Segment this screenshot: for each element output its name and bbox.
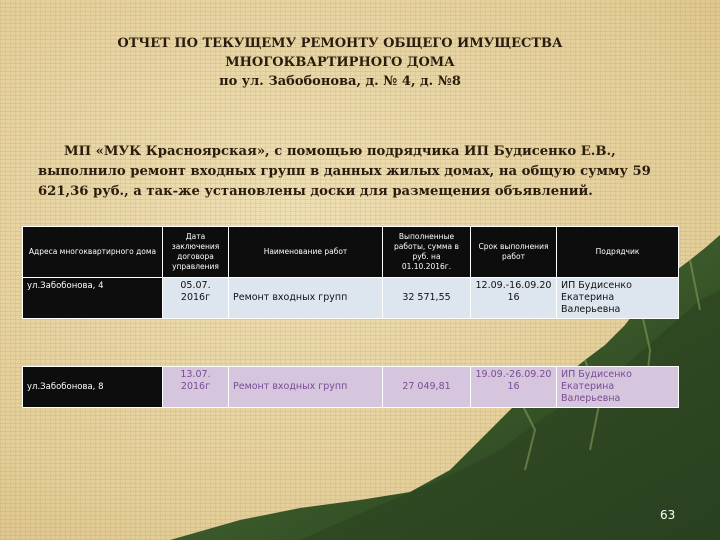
header-contractor: Подрядчик [557, 227, 679, 278]
row-work-name: Ремонт входных групп [229, 278, 383, 319]
table-row [23, 367, 679, 408]
row-amount: 27 049,81 [383, 367, 471, 408]
row-contractor: ИП Будисенко Екатерина Валерьевна [557, 367, 679, 408]
title-line-2: МНОГОКВАРТИРНОГО ДОМА [225, 55, 455, 70]
row-contract-date: 05.07. 2016г [163, 278, 229, 319]
row-period: 19.09.-26.09.20 16 [471, 367, 557, 408]
repair-table-second [22, 366, 679, 408]
header-completed: Выполненные работы, сумма в руб. на 01.10.2016г. [383, 227, 471, 278]
row-contract-date: 13.07. 2016г [163, 367, 229, 408]
intro-paragraph: МП «МУК Красноярская», с помощью подрядчика ИП Будисенко Е.В., выполнило ремонт входных групп в данных жилых домах, на общую сумму 59 621,36 руб., а так-же установлены доски для размещения объявлений. [38, 144, 651, 199]
table-header-row [23, 227, 679, 278]
report-title [80, 34, 600, 91]
row-address: ул.Забобонова, 8 [23, 367, 163, 408]
row-period: 12.09.-16.09.20 16 [471, 278, 557, 319]
header-contract-date: Дата заключения договора управления [163, 227, 229, 278]
row-contractor: ИП Будисенко Екатерина Валерьевна [557, 278, 679, 319]
row-work-name: Ремонт входных групп [229, 367, 383, 408]
header-work-name: Наименование работ [229, 227, 383, 278]
row-address: ул.Забобонова, 4 [23, 278, 163, 319]
row-amount: 32 571,55 [383, 278, 471, 319]
page-number: 63 [660, 508, 676, 522]
title-line-3: по ул. Забобонова, д. № 4, д. №8 [219, 74, 461, 89]
header-address: Адреса многоквартирного дома [23, 227, 163, 278]
header-period: Срок выполнения работ [471, 227, 557, 278]
repair-table [22, 226, 679, 319]
table-row [23, 278, 679, 319]
title-line-1: ОТЧЕТ ПО ТЕКУЩЕМУ РЕМОНТУ ОБЩЕГО ИМУЩЕСТВА [117, 36, 563, 51]
